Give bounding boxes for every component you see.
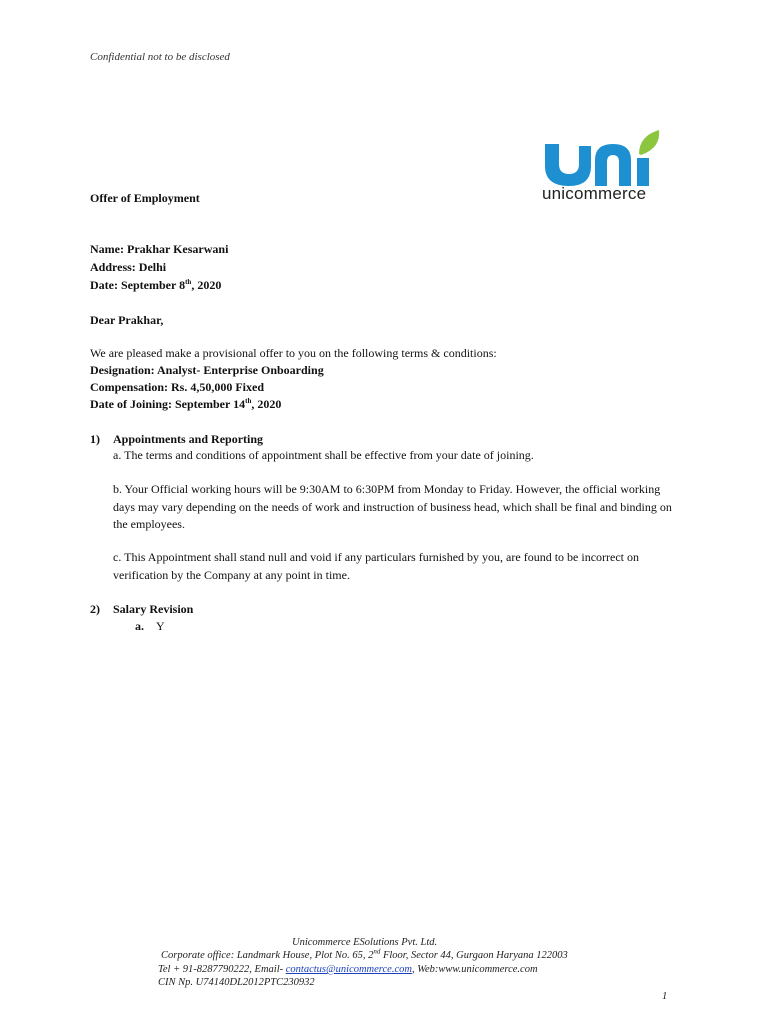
confidential-note: Confidential not to be disclosed — [90, 51, 230, 63]
logo-u-left — [545, 144, 591, 186]
section-1-item-b: b. Your Official working hours will be 9:30AM to 6:30PM from Monday to Friday. However, the official working days may vary depending on the needs of work and instruction of business head, which shall be final and binding on the employees. — [113, 482, 672, 531]
letter-title: Offer of Employment — [90, 191, 200, 205]
section-2-sub-label: a. — [135, 619, 144, 633]
footer-contact: Tel + 91-8287790222, Email- contactus@unicommerce.com, Web:www.unicommerce.com — [158, 964, 538, 975]
footer-email-link[interactable]: contactus@unicommerce.com — [285, 964, 412, 975]
section-1-number: 1) — [90, 432, 100, 446]
page-number: 1 — [662, 991, 668, 1002]
logo-leaf — [639, 130, 659, 155]
letter-date: Date: September 8th, 2020 — [90, 278, 222, 292]
compensation: Compensation: Rs. 4,50,000 Fixed — [90, 380, 265, 394]
footer-company: Unicommerce ESolutions Pvt. Ltd. — [292, 937, 438, 948]
footer-cin: CIN Np. U74140DL2012PTC230932 — [158, 977, 315, 988]
section-2-sub-text: Y — [156, 619, 165, 633]
designation: Designation: Analyst- Enterprise Onboarding — [90, 363, 324, 377]
section-1-title: Appointments and Reporting — [113, 432, 264, 446]
intro-text: We are pleased make a provisional offer to you on the following terms & conditions: — [90, 346, 497, 360]
recipient-name: Name: Prakhar Kesarwani — [90, 242, 229, 256]
date-of-joining: Date of Joining: September 14th, 2020 — [90, 397, 282, 411]
section-1-item-c: c. This Appointment shall stand null and void if any particulars furnished by you, are found to be incorrect on verification by the Company at any point in time. — [113, 550, 639, 582]
section-2-number: 2) — [90, 602, 100, 616]
recipient-address: Address: Delhi — [90, 260, 167, 274]
logo-i — [637, 158, 649, 186]
logo-wordmark: unicommerce — [542, 184, 647, 203]
section-1-item-a: a. The terms and conditions of appointment shall be effective from your date of joining. — [113, 448, 534, 462]
logo-n — [595, 144, 631, 186]
section-2-title: Salary Revision — [113, 602, 194, 616]
footer-address: Corporate office: Landmark House, Plot No. 65, 2nd Floor, Sector 44, Gurgaon Haryana 122003 — [161, 947, 568, 961]
salutation: Dear Prakhar, — [90, 313, 164, 327]
